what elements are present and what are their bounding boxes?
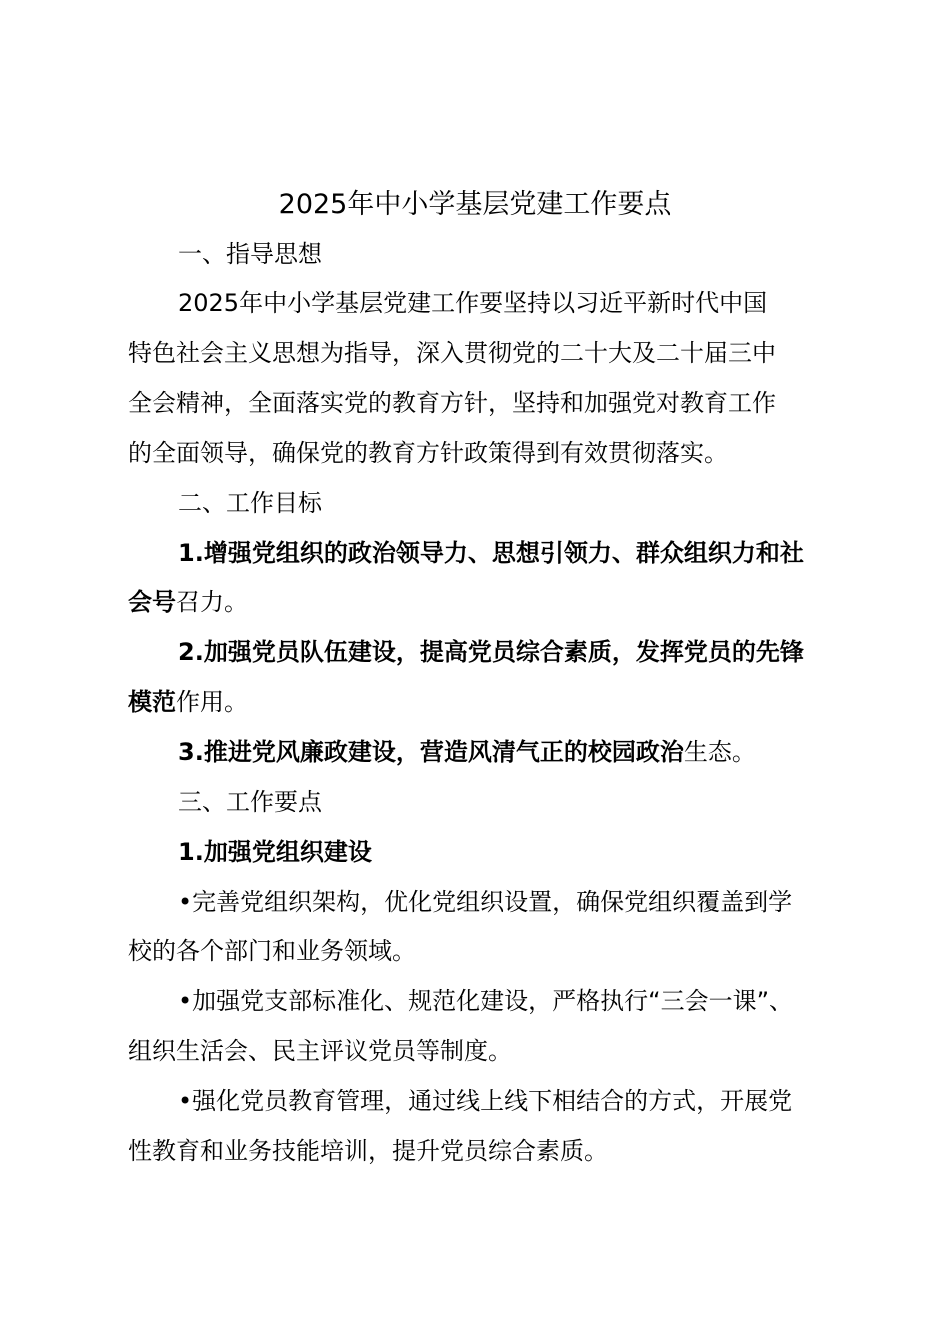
goal-2-line-2 [128, 682, 248, 722]
goal-2-normal-part: 作用。 [176, 688, 248, 716]
goal-3-normal-part: 生态。 [683, 738, 756, 766]
goal-2-line-1: 2.加强党员队伍建设，提高党员综合素质，发挥党员的先锋 [178, 638, 804, 666]
bullet-item-line: •完善党组织架构，优化党组织设置，确保党组织覆盖到学 [178, 888, 793, 916]
goal-1-line-2 [128, 582, 248, 622]
bullet-item-line: 校的各个部门和业务领域。 [128, 937, 416, 965]
goal-3-line-1 [178, 732, 756, 772]
paragraph-line: 全会精神，全面落实党的教育方针，坚持和加强党对教育工作 [128, 389, 776, 417]
bullet-item-line: 组织生活会、民主评议党员等制度。 [128, 1037, 512, 1065]
subsection-heading-party-organization: 1.加强党组织建设 [178, 838, 372, 866]
bullet-item-line: 性教育和业务技能培训，提升党员综合素质。 [128, 1137, 608, 1165]
goal-2-bold-part: 模范 [128, 688, 176, 716]
goal-1-bold-part: 会号 [128, 588, 176, 616]
section-heading-guiding-thought: 一、指导思想 [178, 240, 322, 268]
paragraph-line: 2025年中小学基层党建工作要坚持以习近平新时代中国 [178, 289, 768, 317]
goal-3-bold-part: 3.推进党风廉政建设，营造风清气正的校园政治 [178, 738, 684, 766]
section-heading-work-goals: 二、工作目标 [178, 489, 322, 517]
bullet-item-line: •加强党支部标准化、规范化建设，严格执行“三会一课”、 [178, 987, 794, 1015]
section-heading-work-points: 三、工作要点 [178, 788, 322, 816]
bullet-item-line: •强化党员教育管理，通过线上线下相结合的方式，开展党 [178, 1087, 793, 1115]
document-title: 2025年中小学基层党建工作要点 [278, 189, 672, 220]
goal-1-normal-part: 召力。 [176, 588, 248, 616]
paragraph-line: 的全面领导，确保党的教育方针政策得到有效贯彻落实。 [128, 439, 728, 467]
paragraph-line: 特色社会主义思想为指导，深入贯彻党的二十大及二十届三中 [128, 339, 776, 367]
goal-1-line-1: 1.增强党组织的政治领导力、思想引领力、群众组织力和社 [178, 539, 804, 567]
